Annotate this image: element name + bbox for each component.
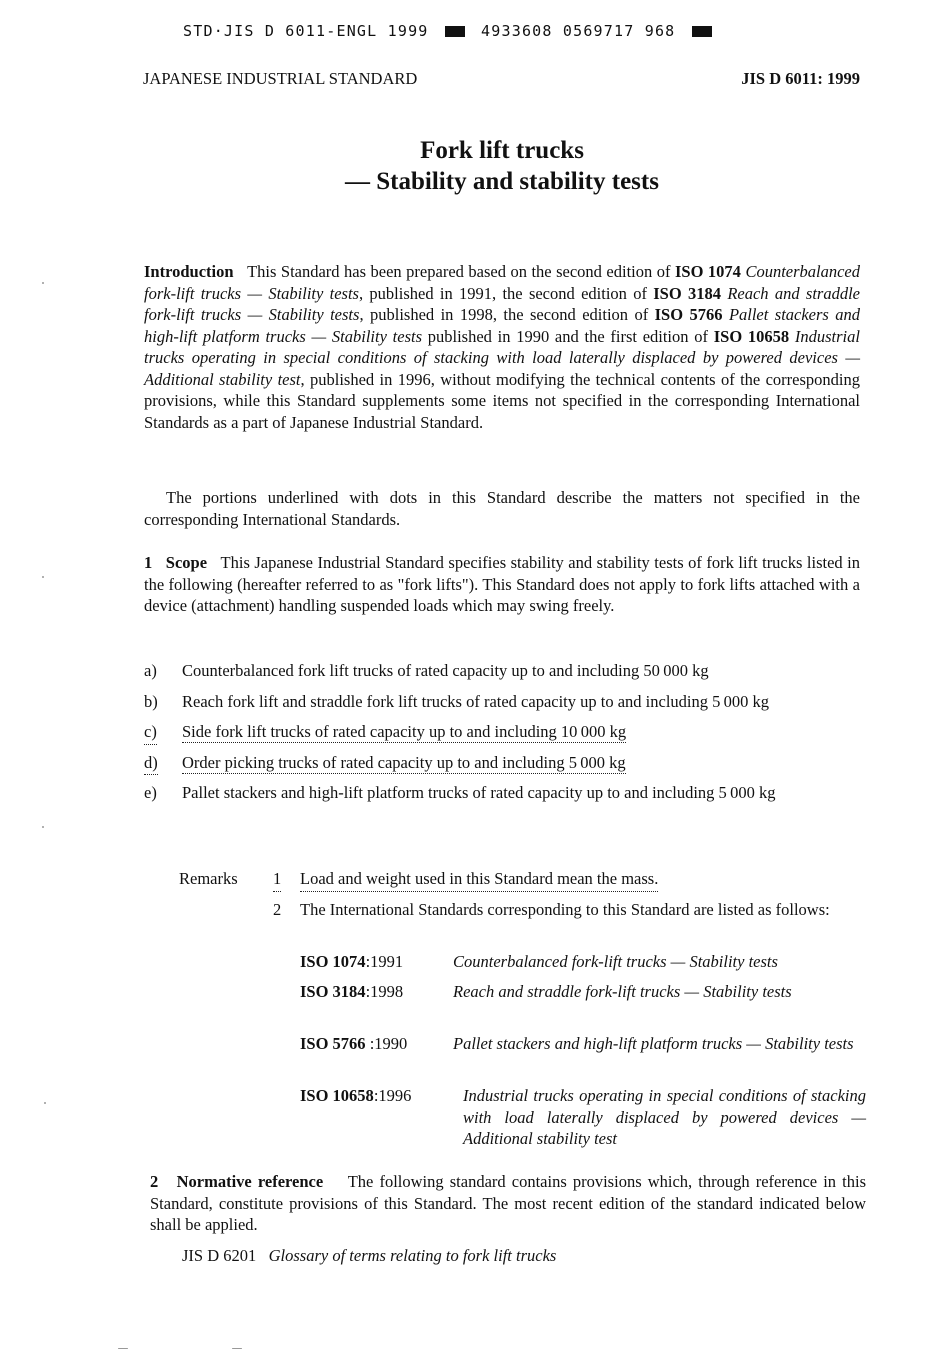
list-item-label: d) bbox=[144, 752, 158, 776]
list-item bbox=[144, 691, 864, 713]
standard-org-header: JAPANESE INDUSTRIAL STANDARD bbox=[143, 69, 418, 88]
scope-text: This Japanese Industrial Standard specifies stability and stability tests of fork lift trucks listed in the following (hereafter referred to as "fork lifts"). This Standard does not apply to fork lifts attached with a device (attachment) handling suspended loads which may swing freely. bbox=[144, 553, 861, 615]
list-item bbox=[144, 721, 864, 743]
remark-number: 1 bbox=[273, 868, 281, 892]
list-item-label: a) bbox=[144, 661, 157, 680]
scope-list bbox=[144, 660, 864, 804]
iso-standard-title: Reach and straddle fork-lift trucks — Stability tests bbox=[453, 982, 792, 1001]
iso-code-number: ISO 10658 bbox=[300, 1086, 374, 1105]
iso-code-number: ISO 1074 bbox=[300, 952, 366, 971]
list-item-text: Side fork lift trucks of rated capacity up to and including 10 000 kg bbox=[182, 722, 627, 741]
introduction-paragraph bbox=[144, 261, 860, 433]
list-item-label: e) bbox=[144, 783, 157, 802]
iso-code-year: :1990 bbox=[365, 1034, 408, 1053]
list-item-text: Pallet stackers and high-lift platform trucks of rated capacity up to and including 5 000 kg bbox=[182, 783, 776, 802]
section-number: 2 bbox=[150, 1172, 159, 1191]
iso-ref: ISO 5766 bbox=[654, 305, 723, 324]
list-item bbox=[144, 782, 864, 804]
iso-code bbox=[300, 1085, 411, 1107]
title-line-1: Fork lift trucks bbox=[420, 137, 584, 164]
introduction-note-paragraph: The portions underlined with dots in this Standard describe the matters not specified in the corresponding International Standards. bbox=[144, 488, 860, 529]
iso-title: Reach and straddle fork-lift trucks — Stability tests bbox=[144, 283, 861, 324]
iso-title: Pallet stackers and high-lift platform trucks — Stability tests bbox=[144, 305, 861, 346]
introduction-heading: Introduction bbox=[144, 262, 234, 281]
reference-code: JIS D 6201 bbox=[182, 1246, 257, 1265]
list-item-text: Counterbalanced fork lift trucks of rated capacity up to and including 50 000 kg bbox=[182, 661, 709, 680]
remark-number: 2 bbox=[273, 900, 282, 919]
iso-code-year: :1991 bbox=[365, 952, 404, 971]
iso-code bbox=[300, 981, 403, 1003]
iso-ref: ISO 10658 bbox=[713, 326, 790, 346]
iso-standard-title: Pallet stackers and high-lift platform trucks — Stability tests bbox=[453, 1034, 854, 1053]
document-title bbox=[0, 135, 950, 197]
scan-speck bbox=[44, 1102, 46, 1104]
black-bar-mark bbox=[692, 26, 712, 37]
iso-code-year: :1996 bbox=[373, 1086, 412, 1105]
intro-text: , published in 1991, the second edition of bbox=[358, 283, 654, 303]
section-heading-scope: Scope bbox=[165, 553, 208, 572]
scan-speck bbox=[232, 1348, 242, 1349]
list-item-label: b) bbox=[144, 691, 158, 711]
section-heading-normative: Normative reference bbox=[176, 1172, 324, 1191]
iso-ref: ISO 1074 bbox=[675, 262, 741, 281]
iso-code bbox=[300, 1033, 407, 1055]
iso-title: Industrial trucks operating in special conditions of stacking with load laterally displaced by powered devices — Additional stability test bbox=[144, 326, 860, 389]
iso-code bbox=[300, 951, 403, 973]
remarks-label: Remarks bbox=[179, 869, 238, 888]
scan-speck bbox=[42, 826, 44, 828]
normative-text: The following standard contains provisions which, through reference in this Standard, constitute provisions of this Standard. The most recent edition of the standard indicated below shall be applied. bbox=[150, 1172, 867, 1234]
scope-paragraph bbox=[144, 552, 860, 617]
list-item-text: Order picking trucks of rated capacity up to and including 5 000 kg bbox=[182, 752, 626, 772]
list-item-text: Reach fork lift and straddle fork lift trucks of rated capacity up to and including 5 000 kg bbox=[182, 691, 770, 711]
standard-number-header: JIS D 6011: 1999 bbox=[741, 69, 860, 88]
remark-text: The International Standards corresponding to this Standard are listed as follows: bbox=[300, 900, 830, 919]
normative-reference-item bbox=[182, 1245, 782, 1267]
list-item bbox=[144, 660, 864, 682]
title-line-2: — Stability and stability tests bbox=[345, 168, 659, 195]
scan-speck bbox=[42, 576, 44, 578]
scan-speck bbox=[42, 282, 44, 284]
iso-ref: ISO 3184 bbox=[653, 283, 722, 303]
intro-text: This Standard has been prepared based on the second edition of bbox=[247, 262, 675, 281]
intro-text: published in 1990 and the first edition of bbox=[422, 326, 714, 346]
intro-text: , published in 1996, without modifying the technical contents of the corresponding provisions, while this Standard supplements some items not specified in the corresponding International Standards as a part of Japanese Industrial Standard. bbox=[144, 369, 860, 432]
normative-reference-paragraph bbox=[150, 1171, 866, 1236]
document-id-text: STD·JIS D 6011-ENGL 1999 bbox=[183, 22, 429, 40]
document-barcode-number: 4933608 0569717 968 bbox=[481, 22, 676, 40]
iso-standard-title: Counterbalanced fork-lift trucks — Stability tests bbox=[453, 952, 778, 971]
list-item-label: c) bbox=[144, 721, 157, 745]
document-id-line bbox=[183, 22, 718, 40]
iso-code-number: ISO 3184 bbox=[300, 982, 366, 1001]
remark-text: Load and weight used in this Standard mean the mass. bbox=[300, 868, 658, 892]
section-number: 1 bbox=[144, 553, 153, 572]
iso-code-number: ISO 5766 bbox=[300, 1034, 366, 1053]
reference-title: Glossary of terms relating to fork lift trucks bbox=[268, 1246, 557, 1265]
iso-code-year: :1998 bbox=[365, 982, 404, 1001]
intro-text: , published in 1998, the second edition of bbox=[359, 305, 655, 324]
iso-title: Counterbalanced fork-lift trucks — Stability tests bbox=[144, 262, 861, 303]
scan-speck bbox=[118, 1348, 128, 1349]
black-bar-mark bbox=[445, 26, 465, 37]
iso-standard-title: Industrial trucks operating in special conditions of stacking with load laterally displaced by powered devices — Additional stability test bbox=[463, 1086, 866, 1148]
list-item bbox=[144, 752, 864, 774]
